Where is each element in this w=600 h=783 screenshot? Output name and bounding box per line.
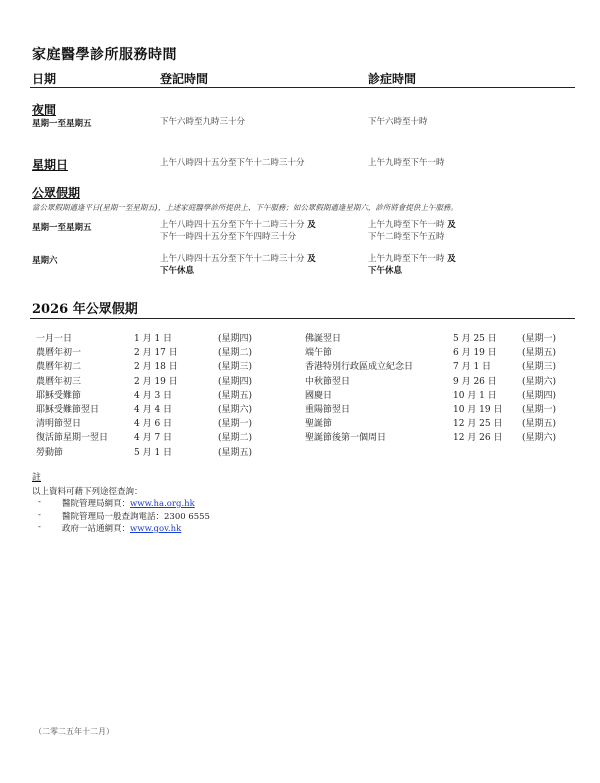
- holiday-row: [305, 402, 575, 416]
- list-dash: -: [38, 522, 41, 532]
- holiday-row: [36, 345, 286, 359]
- public-holiday-title: 公眾假期: [32, 186, 81, 200]
- notes-item-label: 醫院管理局網頁：: [62, 499, 131, 509]
- ph-weekday-reg-and: 及: [307, 220, 316, 230]
- holiday-row: [305, 331, 575, 345]
- evening-title: 夜間: [32, 103, 57, 117]
- ph-weekday-reg-line2: 下午一時四十五分至下午四時三十分: [160, 232, 297, 242]
- public-holiday-note: 當公眾假期適逢平日(星期一至星期五)，上述家庭醫學診所提供上、下午服務；如公眾假期適逢星期六，診所將會提供上午服務。: [32, 203, 458, 212]
- holiday-row: [36, 388, 286, 402]
- notes-item-label: 醫院管理局一般查詢電話：2300 6555: [62, 511, 210, 522]
- footer-date: （二零二五年十二月）: [34, 727, 114, 736]
- ph-weekday-consultation: [368, 219, 456, 243]
- ph-saturday-consultation: [368, 253, 456, 277]
- holiday-name: 國慶日: [305, 390, 333, 401]
- holiday-name: 聖誕節: [305, 419, 333, 430]
- sunday-title: 星期日: [32, 158, 69, 172]
- holiday-date: 6 月 19 日: [453, 348, 497, 359]
- header-date: 日期: [32, 72, 57, 86]
- ph-saturday-registration: [160, 253, 316, 277]
- holidays-divider: [30, 318, 575, 319]
- sunday-consultation: 上午九時至下午一時: [368, 158, 445, 168]
- header-registration: 登記時間: [160, 72, 209, 86]
- holiday-name: 復活節星期一翌日: [36, 433, 109, 444]
- holiday-row: [36, 430, 286, 444]
- ph-weekday-con-line1: 上午九時至下午一時: [368, 220, 445, 230]
- holiday-weekday: (星期六): [522, 433, 557, 444]
- holiday-name: 香港特別行政區成立紀念日: [305, 362, 414, 373]
- ph-saturday-con-line1: 上午九時至下午一時: [368, 254, 445, 264]
- holiday-date: 2 月 17 日: [134, 348, 178, 359]
- holiday-weekday: (星期六): [522, 376, 557, 387]
- holiday-date: 5 月 25 日: [453, 334, 497, 344]
- holiday-date: 4 月 4 日: [134, 404, 173, 415]
- ph-saturday-con-and: 及: [447, 254, 456, 264]
- holiday-weekday: (星期四): [218, 376, 253, 387]
- ph-saturday-reg-line2: 下午休息: [160, 266, 195, 276]
- holiday-row: [305, 374, 575, 388]
- holiday-name: 一月一日: [36, 334, 73, 344]
- holidays-right-column: [305, 331, 575, 445]
- evening-consultation: 下午六時至十時: [368, 117, 428, 127]
- ph-weekday-con-line2: 下午二時至下午五時: [368, 232, 445, 242]
- sunday-registration: 上午八時四十五分至下午十二時三十分: [160, 158, 305, 168]
- ph-weekday-label: 星期一至星期五: [32, 223, 92, 233]
- ph-weekday-registration: [160, 219, 316, 243]
- ph-saturday-reg-and: 及: [307, 254, 316, 264]
- holidays-title: 2026 年公眾假期: [32, 302, 138, 317]
- holiday-row: [305, 359, 575, 373]
- holiday-name: 重陽節翌日: [305, 404, 351, 415]
- holiday-name: 聖誕節後第一個周日: [305, 433, 387, 444]
- holiday-name: 耶穌受難節翌日: [36, 404, 100, 415]
- holiday-weekday: (星期二): [218, 348, 253, 359]
- holiday-row: [36, 331, 286, 345]
- ph-saturday-label: 星期六: [32, 256, 58, 266]
- holiday-weekday: (星期五): [522, 348, 557, 359]
- ph-saturday-con-line2: 下午休息: [368, 266, 403, 276]
- holiday-row: [36, 445, 286, 459]
- holiday-weekday: (星期五): [218, 447, 253, 458]
- holiday-row: [305, 430, 575, 444]
- holiday-row: [36, 416, 286, 430]
- holiday-date: 10 月 1 日: [453, 390, 497, 401]
- holiday-name: 端午節: [305, 348, 333, 359]
- holiday-date: 9 月 26 日: [453, 376, 497, 387]
- holiday-date: 4 月 6 日: [134, 419, 173, 430]
- holiday-date: 7 月 1 日: [453, 362, 492, 373]
- holiday-date: 12 月 25 日: [453, 419, 503, 430]
- holiday-row: [305, 388, 575, 402]
- evening-row-label: 星期一至星期五: [32, 119, 92, 129]
- evening-registration: 下午六時至九時三十分: [160, 117, 246, 127]
- holiday-date: 12 月 26 日: [453, 433, 503, 444]
- holidays-left-column: [36, 331, 286, 459]
- header-consultation: 診症時間: [368, 72, 417, 86]
- holiday-name: 耶穌受難節: [36, 390, 82, 401]
- notes-title: 註: [32, 473, 42, 483]
- holiday-name: 農曆年初三: [36, 376, 82, 387]
- holiday-row: [305, 345, 575, 359]
- notes-item-label: 政府一站通網頁：: [62, 524, 131, 534]
- holiday-date: 2 月 19 日: [134, 376, 178, 387]
- holiday-weekday: (星期三): [522, 362, 557, 373]
- holiday-row: [36, 359, 286, 373]
- list-dash: -: [38, 497, 41, 507]
- holiday-name: 農曆年初一: [36, 348, 82, 359]
- holiday-name: 勞動節: [36, 447, 64, 458]
- holiday-date: 4 月 3 日: [134, 390, 173, 401]
- holiday-weekday: (星期一): [522, 334, 557, 344]
- holiday-weekday: (星期五): [522, 419, 557, 430]
- ph-weekday-con-and: 及: [447, 220, 456, 230]
- holiday-date: 5 月 1 日: [134, 447, 173, 458]
- holiday-weekday: (星期五): [218, 390, 253, 401]
- holiday-name: 農曆年初二: [36, 362, 82, 373]
- document-title: 家庭醫學診所服務時間: [32, 47, 177, 63]
- holiday-date: 2 月 18 日: [134, 362, 178, 373]
- holiday-weekday: (星期四): [522, 390, 557, 401]
- ha-website-link[interactable]: www.ha.org.hk: [130, 499, 195, 509]
- ph-saturday-reg-line1: 上午八時四十五分至下午十二時三十分: [160, 254, 305, 264]
- holiday-weekday: (星期四): [218, 334, 253, 344]
- holiday-weekday: (星期六): [218, 404, 253, 415]
- holiday-weekday: (星期一): [218, 419, 253, 430]
- gov-website-link[interactable]: www.gov.hk: [130, 524, 182, 534]
- holiday-date: 4 月 7 日: [134, 433, 173, 444]
- holiday-row: [305, 416, 575, 430]
- ph-weekday-reg-line1: 上午八時四十五分至下午十二時三十分: [160, 220, 305, 230]
- holiday-weekday: (星期一): [522, 404, 557, 415]
- holiday-weekday: (星期三): [218, 362, 253, 373]
- holiday-name: 佛誕翌日: [305, 334, 342, 344]
- holiday-date: 1 月 1 日: [134, 334, 173, 344]
- holiday-name: 清明節翌日: [36, 419, 82, 430]
- holiday-date: 10 月 19 日: [453, 404, 503, 415]
- holiday-weekday: (星期二): [218, 433, 253, 444]
- list-dash: -: [38, 509, 41, 520]
- holiday-name: 中秋節翌日: [305, 376, 351, 387]
- holiday-row: [36, 374, 286, 388]
- header-divider: [30, 87, 575, 88]
- holiday-row: [36, 402, 286, 416]
- notes-intro: 以上資料可藉下列途徑查詢：: [32, 487, 143, 497]
